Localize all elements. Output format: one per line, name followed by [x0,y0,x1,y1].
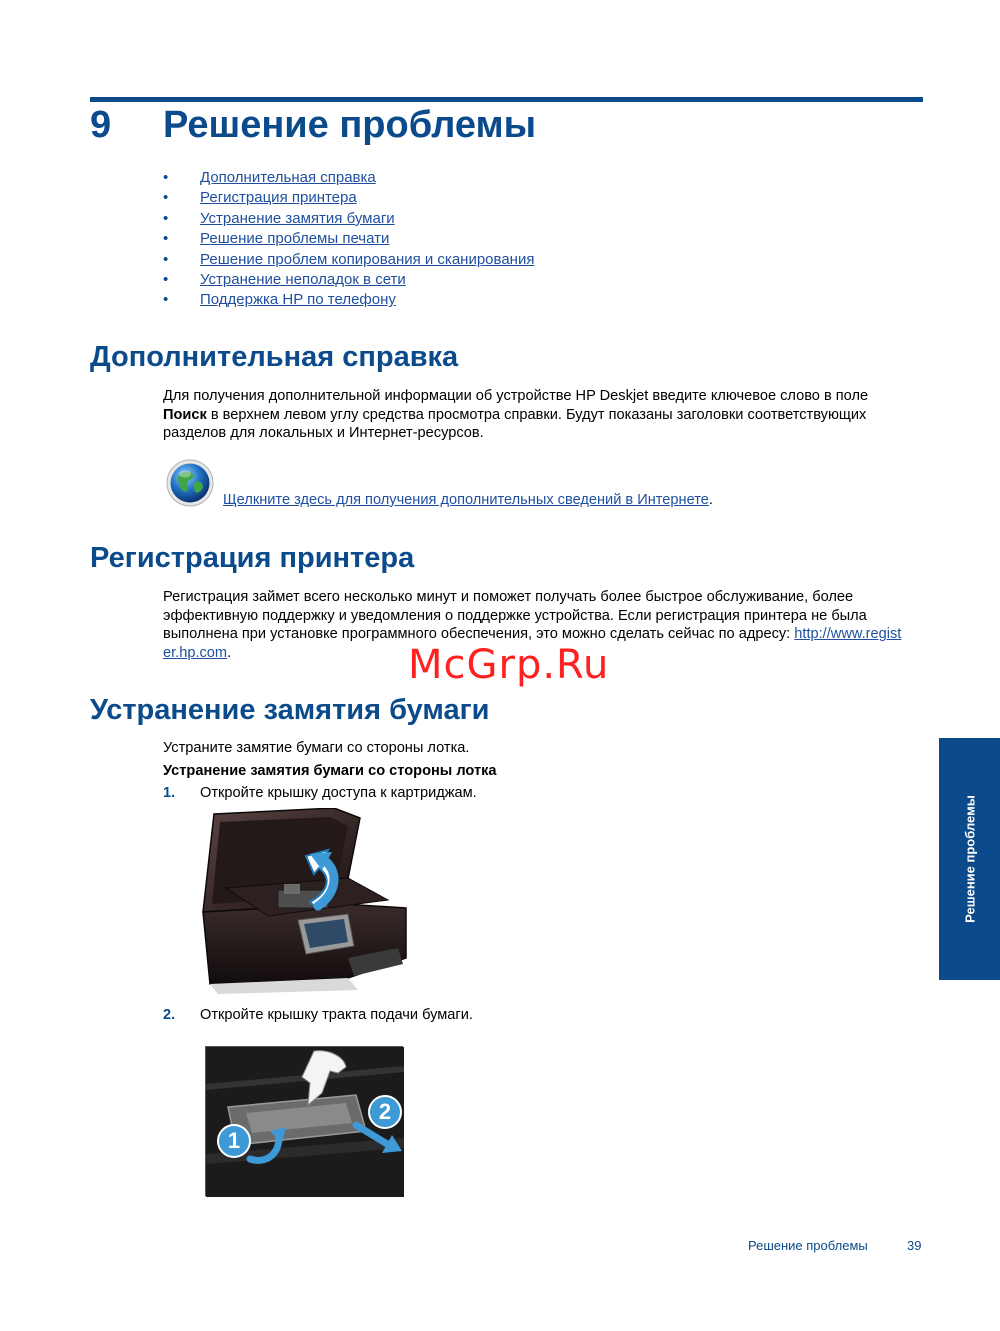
step-text: Откройте крышку тракта подачи бумаги. [200,1007,473,1023]
toc-item [163,270,534,290]
toc-item [163,290,534,310]
help-bold-word: Поиск [163,406,207,423]
footer-chapter-title: Решение проблемы [748,1238,868,1253]
step-number: 1. [163,785,176,801]
register-text: Регистрация займет всего несколько минут и поможет получать более быстрое обслуживание, более эффективную поддержку и уведомления о поддержке устройства. Если регистрация принтера не была выполнена при установке программного обеспечения, это можно сделать сейчас по адресу: [163,589,867,643]
callout-2-badge: 2 [368,1095,402,1129]
side-tab-label: Решение проблемы [962,795,977,923]
chapter-title: Решение проблемы [163,104,537,146]
toc-link-register[interactable]: Регистрация принтера [200,189,357,207]
toc-link-network[interactable]: Устранение неполадок в сети [200,270,406,288]
toc-bullet: • [163,291,169,309]
toc-link-phone-support[interactable]: Поддержка HP по телефону [200,291,396,309]
paper-path-cover-illustration [205,1046,403,1196]
toc-bullet: • [163,169,169,186]
step-text: Откройте крышку доступа к картриджам. [200,785,477,801]
chapter-rule [90,97,923,102]
toc-item [163,209,534,229]
toc-item [163,188,534,208]
toc-link-help[interactable]: Дополнительная справка [200,169,376,186]
chapter-side-tab [939,738,1000,980]
section-heading-help: Дополнительная справка [90,341,459,373]
help-paragraph [163,387,908,443]
toc-item [163,250,534,270]
chapter-toc [163,168,534,311]
register-suffix: . [227,645,232,662]
register-url-link[interactable]: http://www.register.hp.com [163,626,902,662]
toc-bullet: • [163,209,169,227]
globe-icon [166,459,214,507]
toc-item [163,229,534,249]
watermark: McGrp.Ru [408,642,610,688]
web-info-line [223,492,713,508]
jam-intro: Устраните замятие бумаги со стороны лотка. [163,740,470,756]
web-info-link[interactable]: Щелкните здесь для получения дополнительных сведений в Интернете [223,492,709,508]
toc-link-copy-scan[interactable]: Решение проблем копирования и сканирования [200,250,535,268]
help-text-end: в верхнем левом углу средства просмотра справки. Будут показаны заголовки соответствующих разделов для локальных и Интернет-ресурсов. [163,406,867,442]
footer-page-number: 39 [907,1238,922,1253]
chapter-number: 9 [90,104,112,146]
toc-bullet: • [163,189,169,207]
section-heading-register: Регистрация принтера [90,542,415,574]
toc-item [163,168,534,188]
printer-open-cover-illustration [198,808,410,994]
web-info-suffix: . [708,492,713,508]
toc-bullet: • [163,250,169,268]
section-heading-paper-jam: Устранение замятия бумаги [90,694,490,726]
callout-1-badge: 1 [217,1124,251,1158]
toc-link-paper-jam[interactable]: Устранение замятия бумаги [200,209,395,227]
jam-subheading: Устранение замятия бумаги со стороны лотка [163,763,497,779]
toc-link-print[interactable]: Решение проблемы печати [200,230,390,248]
toc-bullet: • [163,230,169,248]
help-text-start: Для получения дополнительной информации об устройстве HP Deskjet введите ключевое слово в поле [163,388,869,404]
step-number: 2. [163,1007,176,1023]
toc-bullet: • [163,270,169,288]
